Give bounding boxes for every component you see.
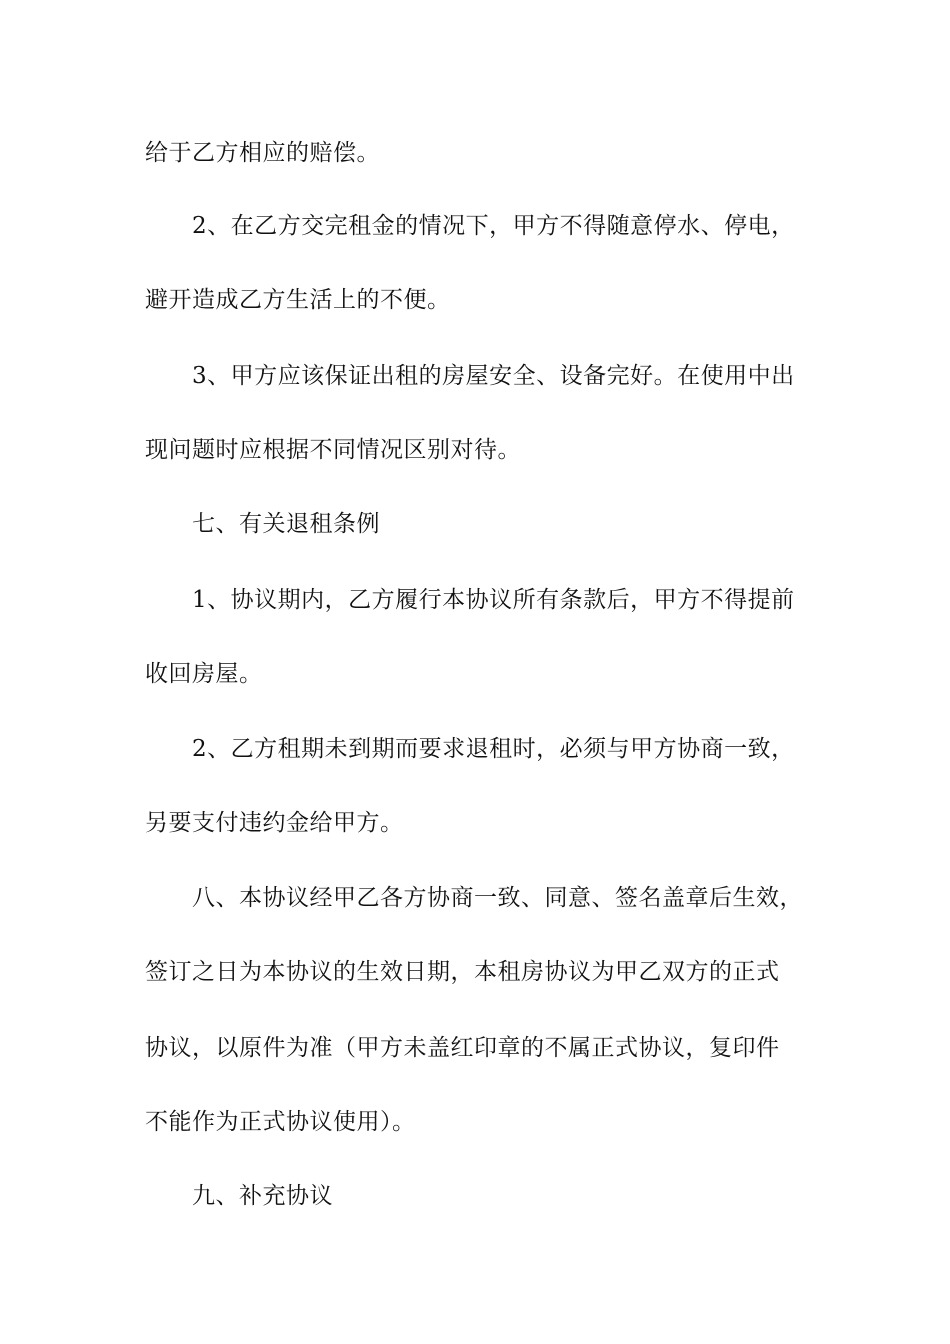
clause-2-line-1: 2、在乙方交完租金的情况下，甲方不得随意停水、停电， [192, 213, 795, 239]
clause-2-line-2: 避开造成乙方生活上的不便。 [145, 287, 451, 313]
section-7-clause-2-line-1: 2、乙方租期未到期而要求退租时，必须与甲方协商一致， [192, 736, 795, 762]
section-7-heading: 七、有关退租条例 [192, 511, 380, 537]
clause-3-line-1: 3、甲方应该保证出租的房屋安全、设备完好。在使用中出 [192, 363, 795, 389]
section-7-clause-1-line-2: 收回房屋。 [145, 661, 263, 687]
section-7-clause-2-line-2: 另要支付违约金给甲方。 [145, 810, 404, 836]
section-8-line-1: 八、本协议经甲乙各方协商一致、同意、签名盖章后生效， [192, 885, 803, 911]
section-8-line-3: 协议，以原件为准（甲方未盖红印章的不属正式协议，复印件 [145, 1035, 780, 1061]
section-9-heading: 九、补充协议 [192, 1183, 333, 1209]
section-8-line-2: 签订之日为本协议的生效日期，本租房协议为甲乙双方的正式 [145, 959, 780, 985]
clause-3-line-2: 现问题时应根据不同情况区别对待。 [145, 437, 521, 463]
section-8-line-4: 不能作为正式协议使用）。 [145, 1109, 416, 1135]
paragraph-line-compensation: 给于乙方相应的赔偿。 [145, 140, 380, 166]
section-7-clause-1-line-1: 1、协议期内，乙方履行本协议所有条款后，甲方不得提前 [192, 587, 795, 613]
